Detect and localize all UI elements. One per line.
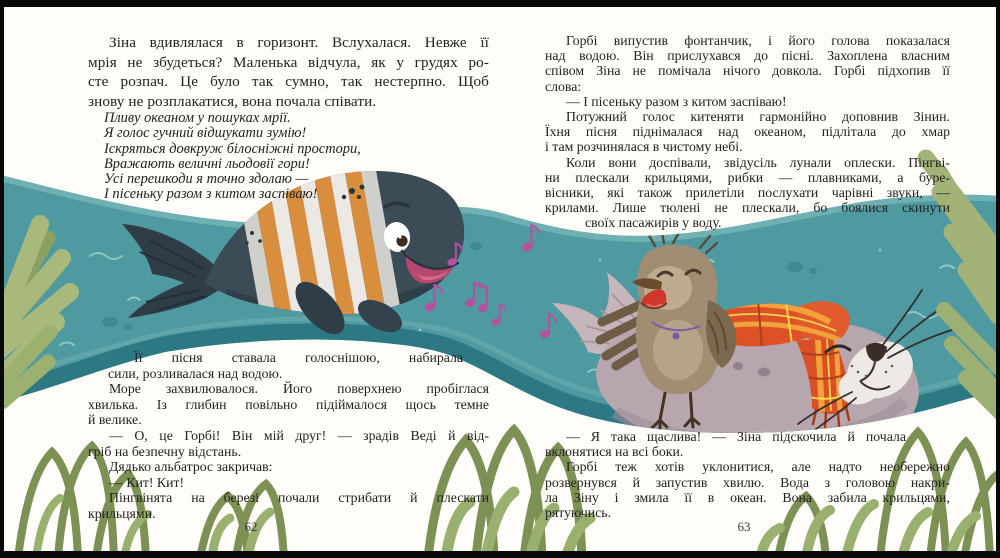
- text-line: Пливу океаном у пошуках мрії.: [104, 110, 291, 126]
- text-line: ла Зіну і змила її в океан. Вона забила крильцями,: [545, 489, 950, 505]
- text-line: слова:: [545, 78, 582, 94]
- text-line: мрія не збудеться? Маленька відчула, як у грудях ро-: [88, 53, 489, 71]
- frame-edge-left: [0, 0, 4, 558]
- text-line: і там розчинялася в чистому небі.: [545, 139, 743, 155]
- text-line: І пісеньку разом з китом заспіваю!: [104, 186, 318, 203]
- text-line: — Я така щаслива! — Зіна підскочила й почала: [566, 429, 906, 444]
- text-line: сте розпач. Це було так сумно, так нестерпно. Щоб: [88, 73, 489, 90]
- page-number-right: 63: [737, 519, 751, 534]
- text-line: Зіна вдивлялася в горизонт. Вслухалася. Невже її: [109, 34, 489, 51]
- text-line: й велике.: [88, 412, 142, 428]
- text-line: Море захвилювалося. Його поверхнею пробіглася: [109, 381, 489, 397]
- right-page-upper-text: [545, 33, 950, 231]
- text-line: співом Зіна не помічала нічого довкола. Горбі підхопив її: [545, 63, 950, 79]
- frame-edge-right: [996, 0, 1000, 558]
- text-line: Її пісня ставала голоснішою, набирала: [134, 350, 463, 365]
- text-line: ни плескали крильцями, рибки — плавниками, а буре-: [545, 169, 950, 185]
- text-line: Горбі теж хотів уклонитися, але надто необережно: [566, 459, 950, 475]
- text-line: Вражають величні льодовії гори!: [104, 155, 310, 172]
- text-line: над водою. Він прислухався до пісні. Захоплена власним: [545, 48, 950, 64]
- text-line: — Кит! Кит!: [109, 474, 185, 490]
- left-page-paragraph-1: [88, 33, 489, 111]
- text-line: Потужний голос китеняти гармонійно доповнив Зінин.: [566, 109, 950, 125]
- frame-edge-bottom: [0, 551, 1000, 558]
- left-page-song-poem: [104, 111, 494, 203]
- paragraph: [88, 381, 489, 428]
- text-line: крильцями.: [88, 505, 156, 521]
- right-page-lower-text: [545, 429, 950, 520]
- dialogue-paragraph: [545, 429, 950, 459]
- text-line: своїх пасажирів у воду.: [585, 215, 722, 231]
- text-line: крилами. Лише тюлені не плескали, бо боялися скинути: [545, 200, 950, 216]
- text-line: сили, розливалася над водою.: [108, 365, 283, 381]
- paragraph: [545, 33, 950, 94]
- text-line: хвилька. Із глибин повільно підіймалося щось темне: [88, 396, 489, 412]
- page-number-left: 62: [244, 519, 258, 534]
- text-line: Я голос гучний відшукати зумію!: [104, 125, 307, 142]
- text-line: Дядько альбатрос закричав:: [109, 459, 273, 475]
- paragraph: [88, 490, 489, 521]
- text-line: Горбі випустив фонтанчик, і його голова показалася: [566, 33, 950, 48]
- dialogue-line: [88, 459, 489, 475]
- text-line: вклонятися на всі боки.: [545, 444, 684, 460]
- text-line: Коли вони доспівали, звідусіль лунали оплески. Пінгві-: [566, 154, 950, 170]
- paragraph: [88, 350, 489, 381]
- text-line: рятуючись.: [545, 505, 611, 521]
- left-page-lower-text: [88, 350, 489, 522]
- text-line: гріб на безпечну відстань.: [88, 443, 242, 459]
- text-line: вісники, які також прилетіли послухати чарівні звуки, —: [545, 185, 950, 201]
- text-line: знову не розплакатися, вона почала співати.: [88, 92, 377, 110]
- text-line: Їхня пісня піднімалася над океаном, підлітала до хмар: [545, 124, 950, 140]
- dialogue-line: [88, 475, 489, 491]
- text-line: — О, це Горбі! Він мій друг! — зрадів Веді й від-: [109, 427, 489, 443]
- paragraph: [88, 428, 489, 459]
- paragraph: [545, 459, 950, 520]
- text-line: Пінгвінята на березі почали стрибати й плескати: [109, 490, 489, 506]
- paragraph: [545, 155, 950, 231]
- text-line: — І пісеньку разом з китом заспіваю!: [566, 93, 787, 109]
- paragraph: [545, 109, 950, 155]
- text-line: Іскряться довкруж білосніжні простори,: [104, 140, 361, 157]
- text-line: розвернувся й запустив хвилю. Вода з головою накри-: [545, 474, 950, 490]
- text-line: Усі перешкоди я точно здолаю —: [104, 171, 309, 188]
- dialogue-line: [545, 94, 950, 109]
- frame-edge-top: [0, 0, 1000, 7]
